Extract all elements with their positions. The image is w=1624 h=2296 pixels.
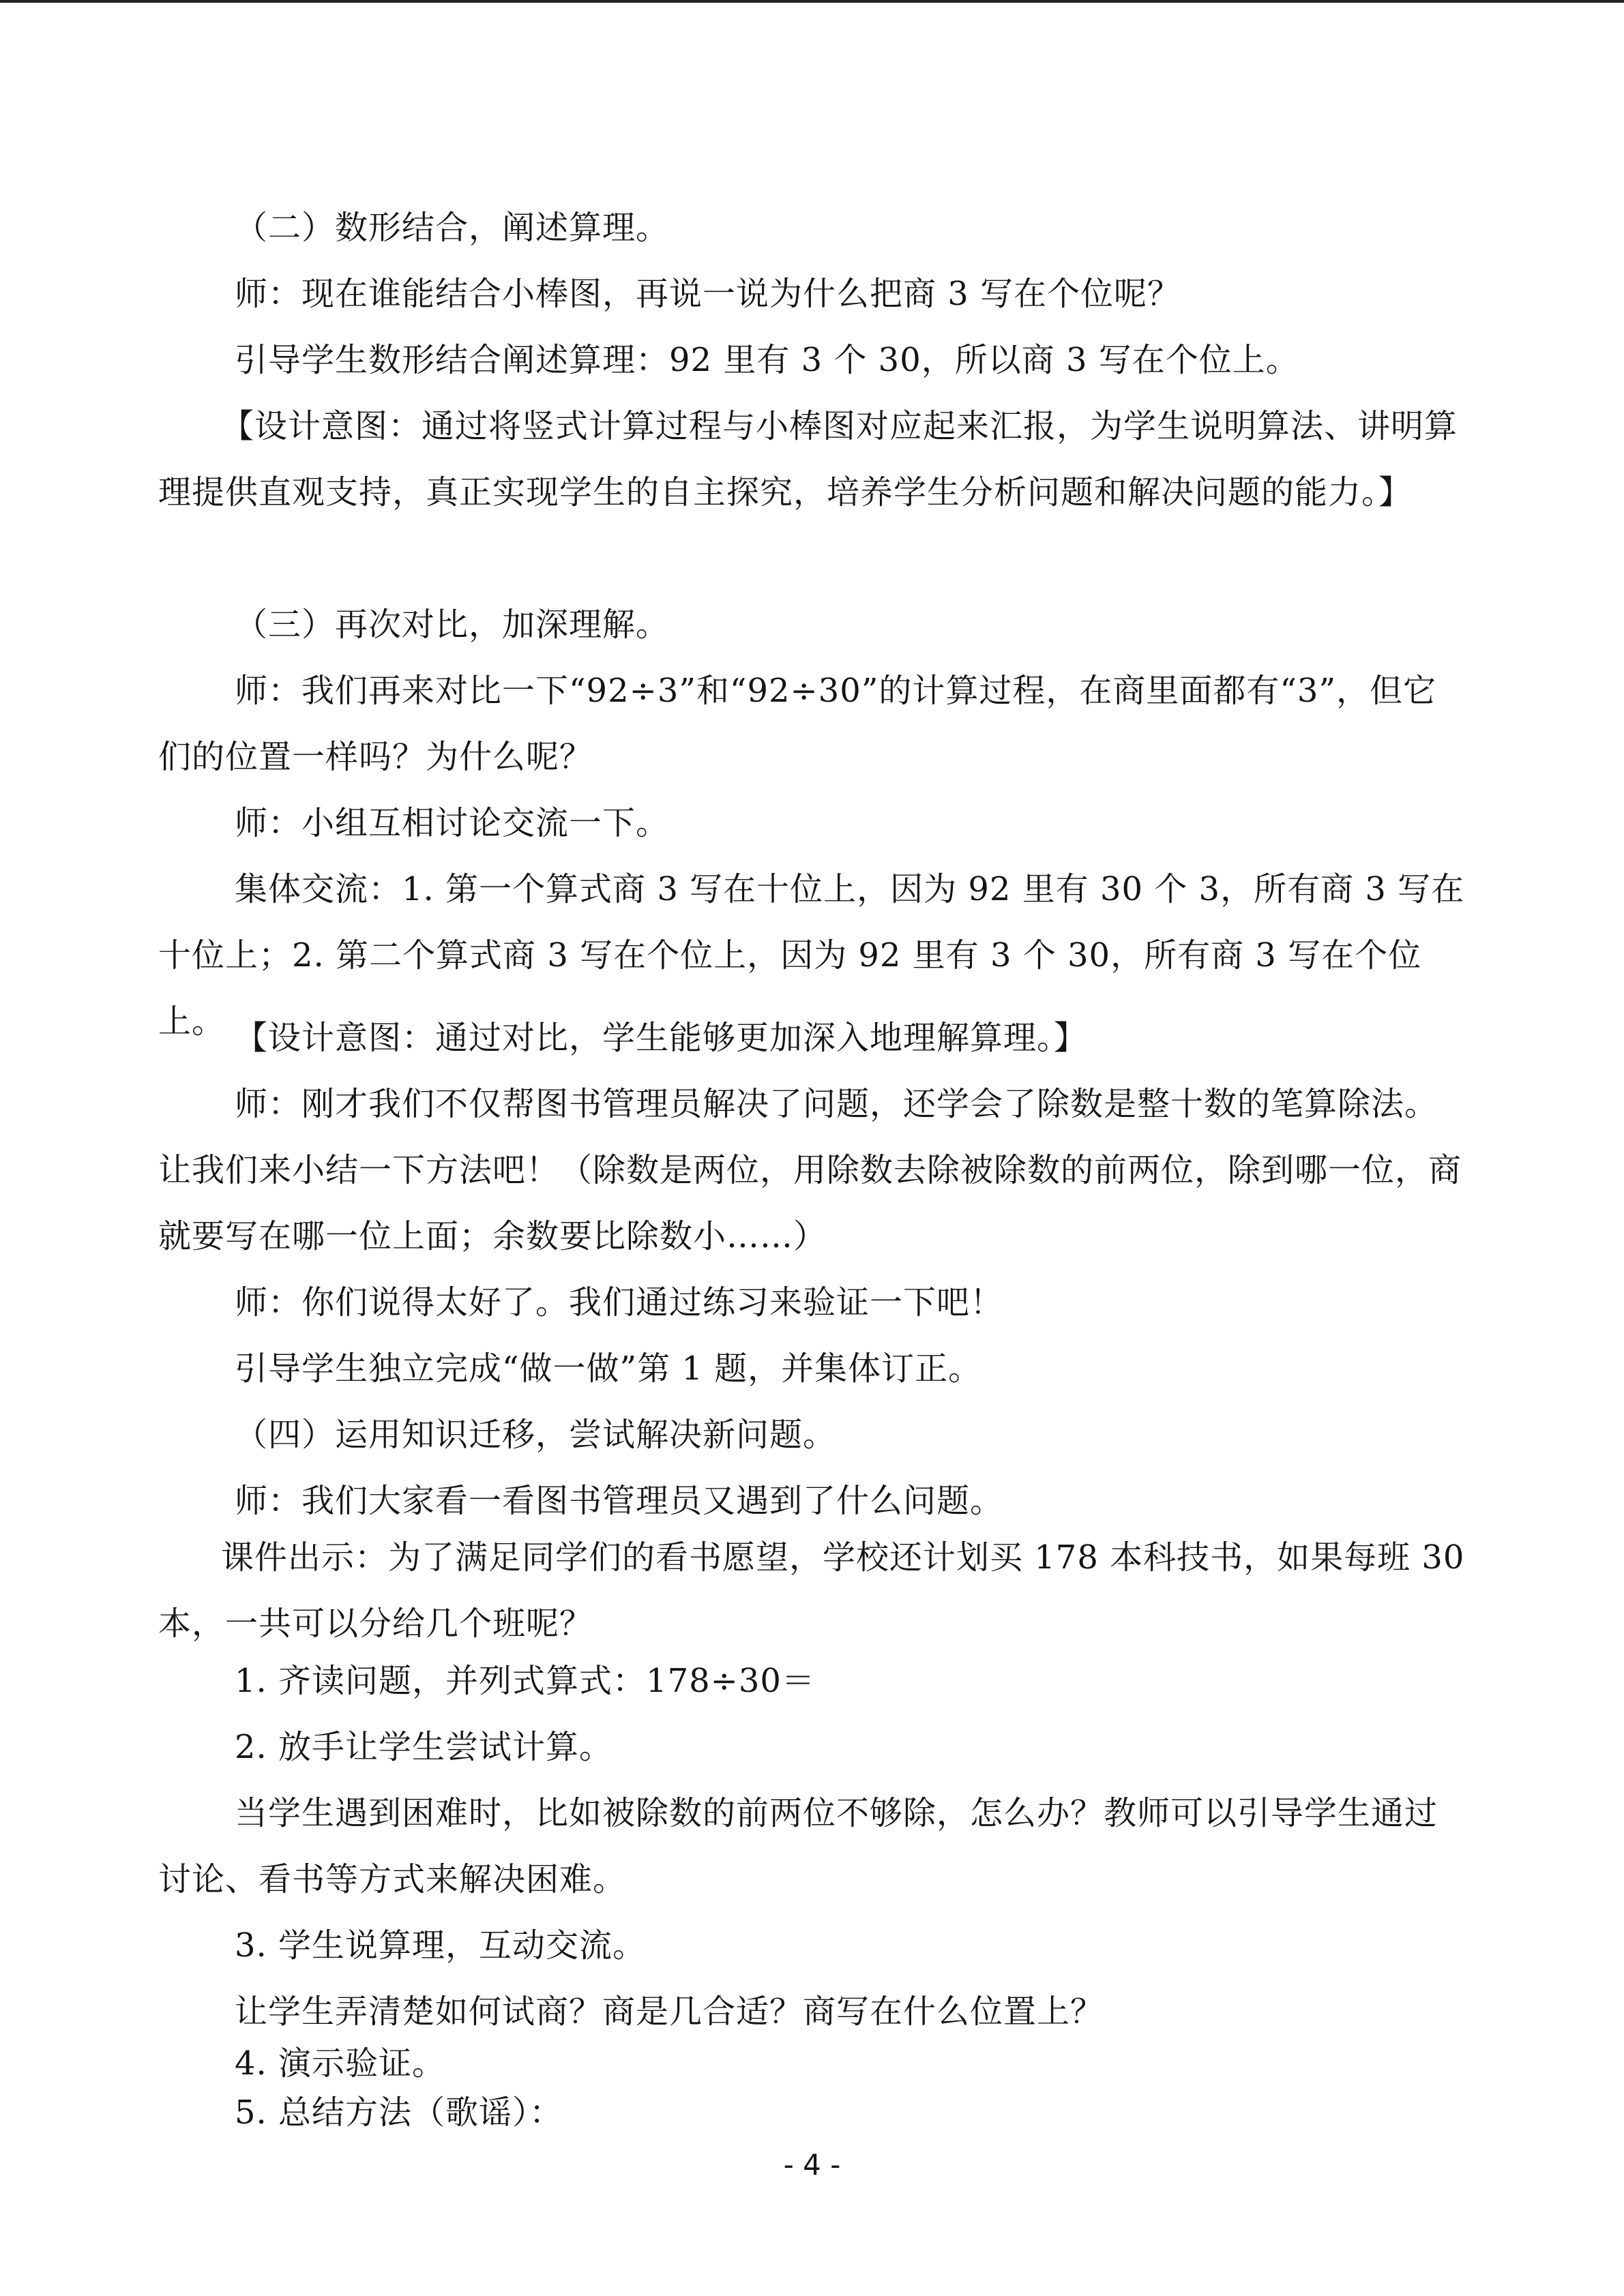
list-item: 1. 齐读问题，并列式算式：178÷30＝	[235, 1662, 815, 1700]
paragraph: 让学生弄清楚如何试商？商是几合适？商写在什么位置上？	[235, 1993, 1104, 2031]
paragraph: 集体交流：1. 第一个算式商 3 写在十位上，因为 92 里有 30 个 3，所有商 3 写在十位上；2. 第二个算式商 3 写在个位上，因为 92 里有 3 个 30，所有商 3 写在个位上。	[158, 870, 1465, 1041]
list-item: 3. 学生说算理，互动交流。	[235, 1926, 647, 1965]
list-item: 4. 演示验证。	[235, 2044, 446, 2083]
list-item: 2. 放手让学生尝试计算。	[235, 1728, 613, 1766]
paragraph: 师：我们大家看一看图书管理员又遇到了什么问题。	[235, 1482, 1004, 1520]
paragraph: 师：你们说得太好了。我们通过练习来验证一下吧！	[235, 1283, 1004, 1322]
section-heading-4: （四）运用知识迁移，尝试解决新问题。	[235, 1416, 837, 1454]
design-intent-note: 【设计意图：通过对比，学生能够更加深入地理解算理。】	[235, 1019, 1088, 1057]
paragraph: 当学生遇到困难时，比如被除数的前两位不够除，怎么办？教师可以引导学生通过讨论、看书等方式来解决困难。	[158, 1794, 1438, 1898]
section-heading-2: （二）数形结合，阐述算理。	[235, 209, 670, 247]
top-border-line	[0, 0, 1624, 3]
paragraph: 师：我们再来对比一下“92÷3”和“92÷30”的计算过程，在商里面都有“3”，但它们的位置一样吗？为什么呢？	[158, 672, 1436, 776]
paragraph: 师：小组互相讨论交流一下。	[235, 804, 670, 842]
section-heading-3: （三）再次对比，加深理解。	[235, 606, 670, 644]
design-intent-note: 【设计意图：通过将竖式计算过程与小棒图对应起来汇报，为学生说明算法、讲明算理提供直观支持，真正实现学生的自主探究，培养学生分析问题和解决问题的能力。】	[158, 407, 1458, 511]
paragraph: 师：现在谁能结合小棒图，再说一说为什么把商 3 写在个位呢？	[235, 275, 1181, 313]
list-item: 5. 总结方法（歌谣）：	[235, 2093, 563, 2132]
paragraph: 师：刚才我们不仅帮图书管理员解决了问题，还学会了除数是整十数的笔算除法。让我们来小结一下方法吧！（除数是两位，用除数去除被除数的前两位，除到哪一位，商就要写在哪一位上面；余数要比除数小……）	[158, 1085, 1462, 1255]
paragraph: 引导学生数形结合阐述算理：92 里有 3 个 30，所以商 3 写在个位上。	[235, 341, 1299, 379]
page-number: - 4 -	[783, 2148, 841, 2181]
paragraph: 课件出示：为了满足同学们的看书愿望，学校还计划买 178 本科技书，如果每班 30 本，一共可以分给几个班呢？	[158, 1538, 1465, 1643]
paragraph: 引导学生独立完成“做一做”第 1 题，并集体订正。	[235, 1350, 982, 1388]
